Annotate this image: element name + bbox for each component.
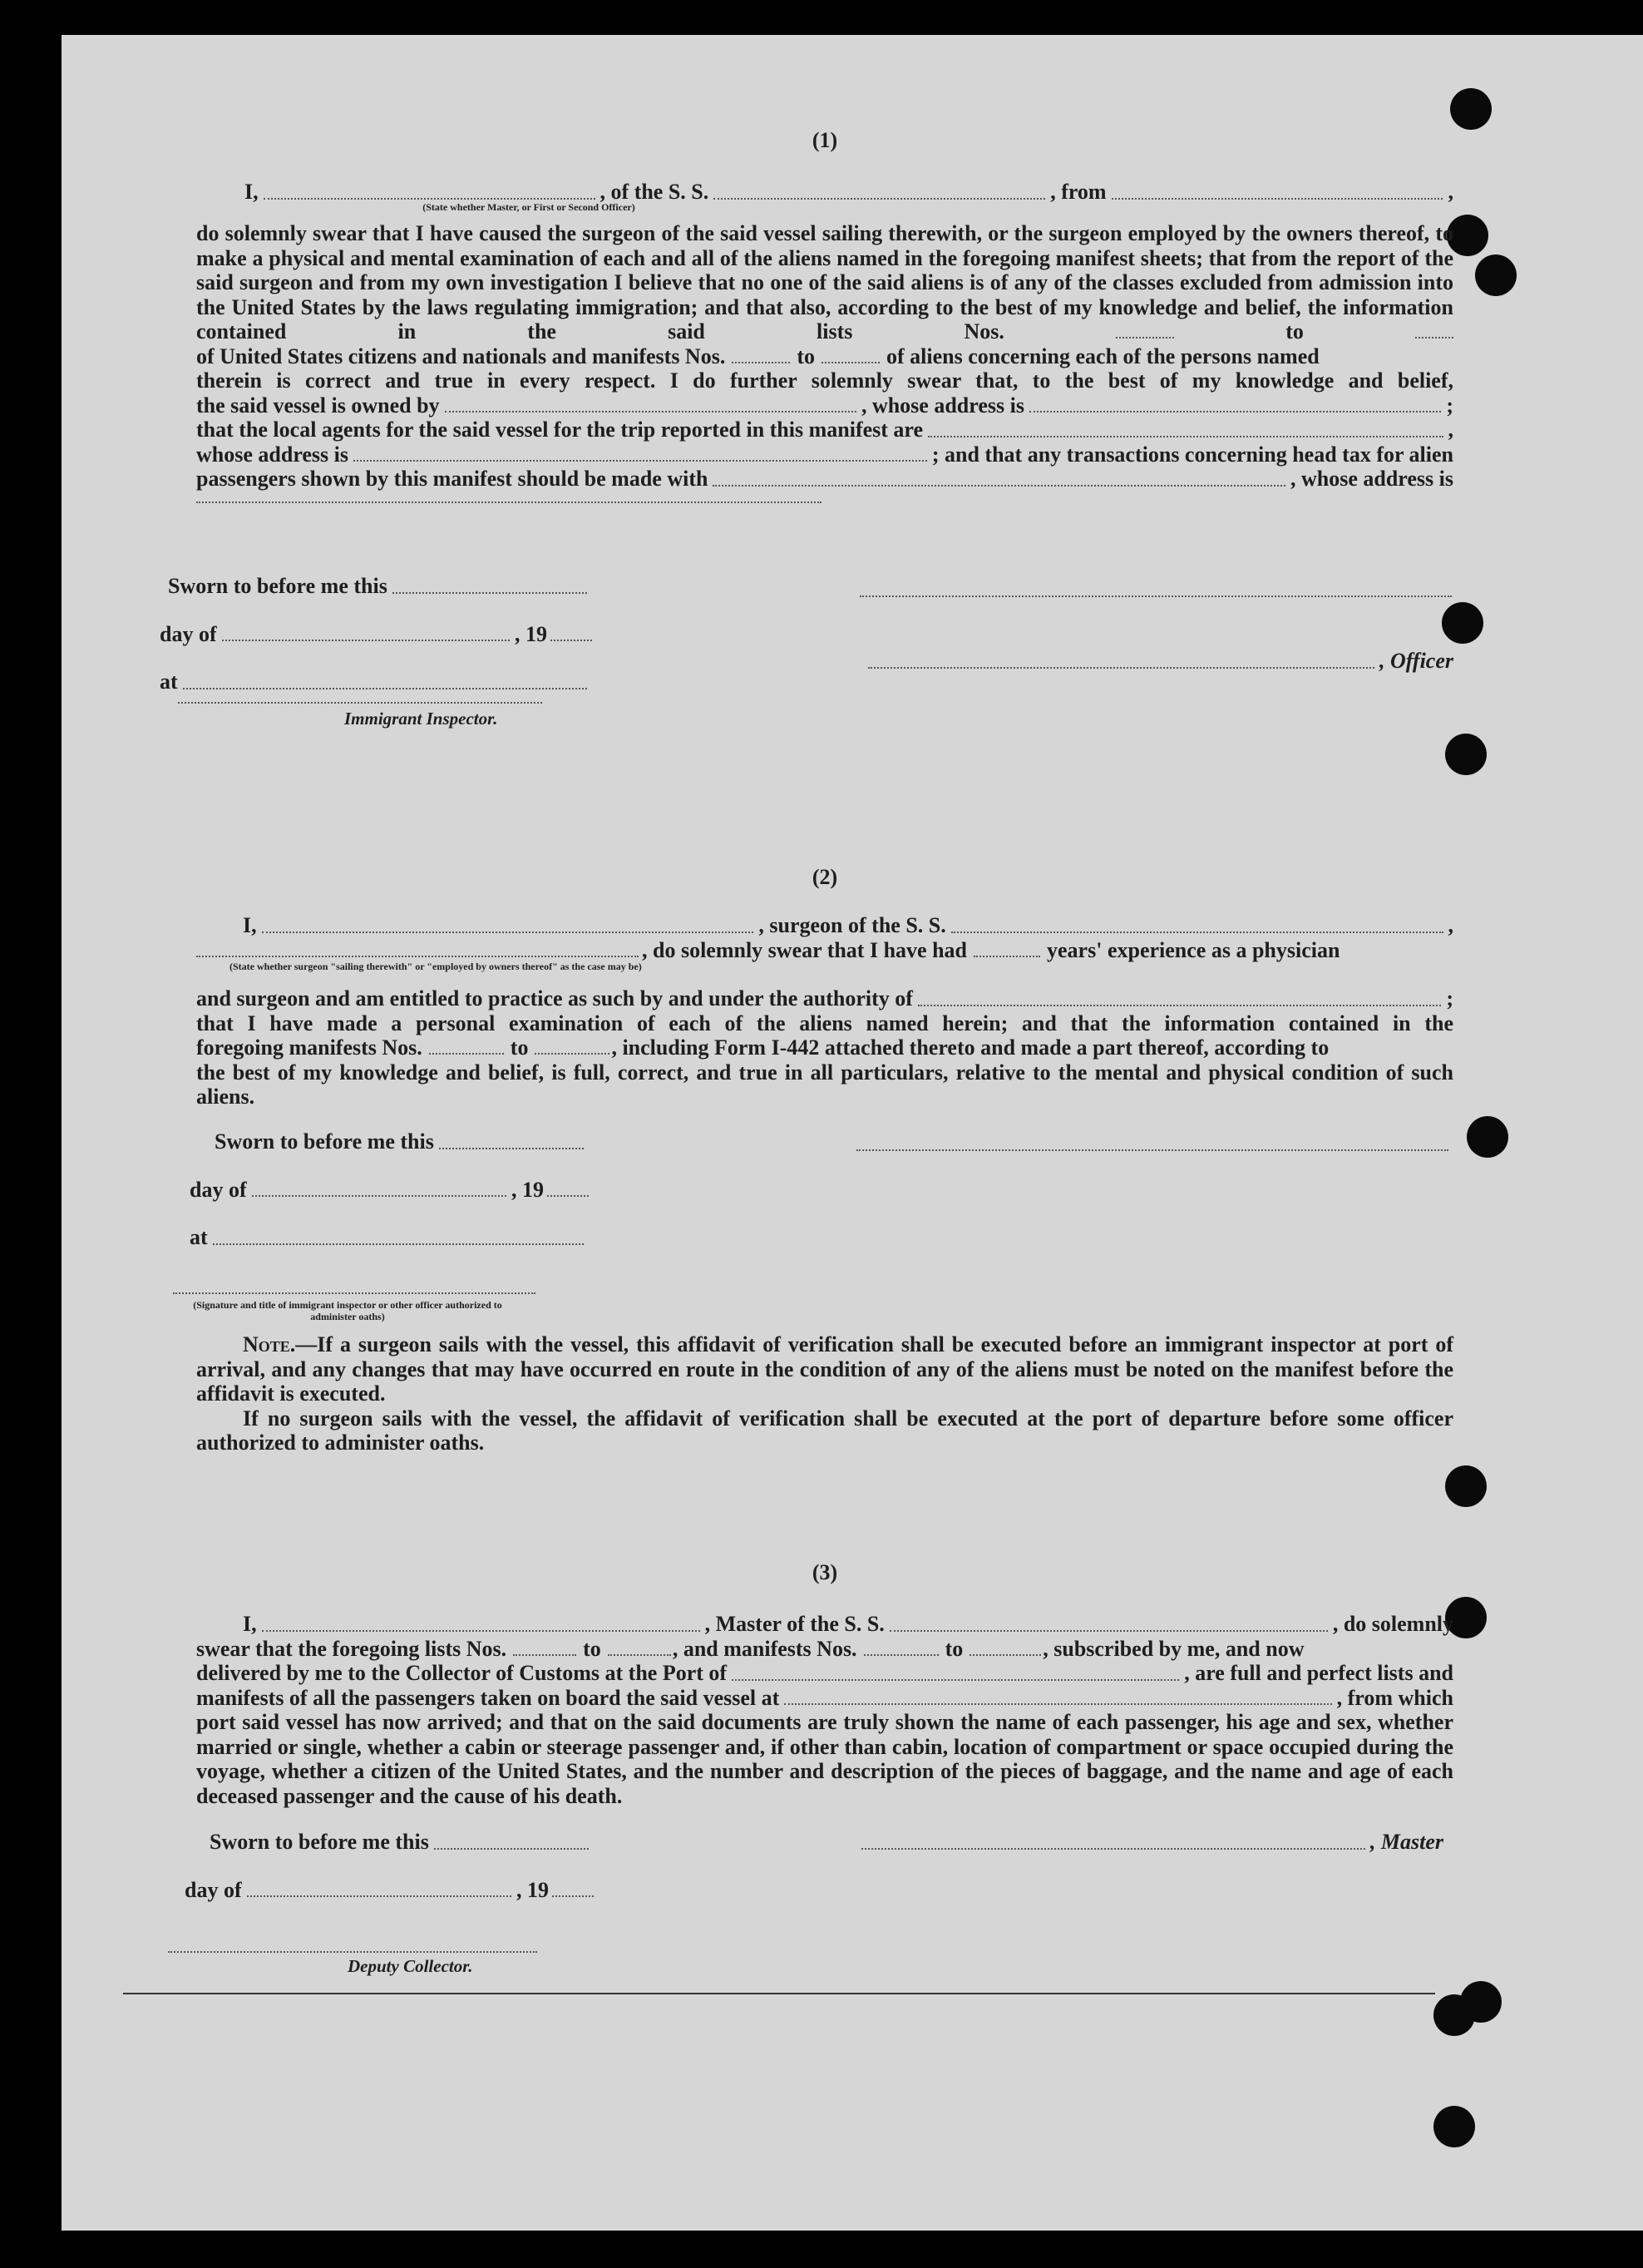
officer-caption-text: , Officer: [1379, 649, 1453, 673]
blank-manifest-from: [732, 362, 790, 363]
blank-vessel: [713, 198, 1045, 200]
master-caption: , Master: [1369, 1830, 1443, 1854]
section-1-aliens-text: of aliens concerning each of the persons named: [886, 343, 1320, 368]
master-signature: [856, 1830, 1443, 1855]
label-owned-by: the said vessel is owned by: [196, 393, 440, 418]
blank-year: [550, 640, 592, 641]
word-i: I,: [243, 913, 257, 937]
blank-transactions-address: [196, 492, 822, 503]
blank-manifests-from: [429, 1053, 504, 1055]
section-1-correct-text: therein is correct and true in every respect. I do further solemnly swear that, to the best of my knowledge and belief,: [196, 368, 1453, 393]
label-transactions-with: passengers shown by this manifest should be made with: [196, 467, 708, 491]
word-i: I,: [243, 1612, 257, 1636]
section-1-body: do solemnly swear that I have caused the surgeon of the said vessel sailing therewith, or the surgeon employed by the owners thereof, to make a physical and mental examination of each and all of the aliens named in the foregoing manifest sheets; that from the report of the said surgeon and from my own investigation I believe that no one of the said aliens is of any of the classes excluded from admission into the United States by the laws regulating immigration; and that also, according to the best of my knowledge and belief, the information contained in the said lists Nos. to of United States citizens and nationals and manifests Nos. to of aliens concerning each of the persons named therein is correct and true in every respect. I do further solemnly swear that, to the best of my knowledge and belief, the said vessel is owned by , whose address is ; that the local agents for the said vessel for the trip reported in this manifest are , whose address is ; and that any transactions concerning head tax for alien passengers shown by this manifest should be made with , whose address is: [196, 221, 1453, 503]
blank-port: [732, 1679, 1179, 1681]
word-to: to: [945, 1636, 964, 1661]
blank-surgeon-status: [196, 956, 639, 957]
blank-authority: [918, 1005, 1441, 1006]
blank-lists-to: [608, 1654, 671, 1656]
section-2-note: [196, 1332, 1453, 1455]
section-2-closing-text: the best of my knowledge and belief, is full, correct, and true in all particulars, relative to the mental and physical condition of such aliens.: [196, 1060, 1453, 1109]
deputy-collector-caption: Deputy Collector.: [348, 1956, 473, 1976]
punch-hole: [1475, 254, 1517, 296]
blank-lists-to: [1415, 337, 1453, 338]
label-year: , 19: [516, 1877, 549, 1902]
word-i: I,: [244, 180, 259, 204]
blank-sworn-date: [439, 1148, 584, 1149]
blank-manifests-from: [864, 1654, 939, 1656]
section-1-paragraph: do solemnly swear that I have caused the surgeon of the said vessel sailing therewith, or the surgeon employed by the owners thereof, to make a physical and mental examination of each and all of the aliens named in the foregoing manifest sheets; that from the report of the said surgeon and from my own investigation I believe that no one of the said aliens is of any of the classes excluded from admission into the United States by the laws regulating immigration; and that also, according to the best of my knowledge and belief, the information contained in the said lists Nos.: [196, 221, 1453, 343]
blank-officer: [264, 198, 595, 200]
blank-years: [974, 956, 1040, 957]
blank-month: [252, 1195, 506, 1197]
blank-sworn-date: [434, 1848, 589, 1850]
section-1-first-line: I, , of the S. S. , from , (State whether Master, or First or Second Officer): [244, 180, 1453, 213]
inspector-signature-line: [178, 702, 542, 704]
label-from-which: , from which: [1336, 1685, 1453, 1710]
blank-manifests-to: [535, 1053, 609, 1055]
blank-manifests-to: [970, 1654, 1041, 1656]
section-3-closing-text: port said vessel has now arrived; and that on the said documents are truly shown the name of each passenger, his age and sex, whether married or single, whether a cabin or steerage passenger and, if other than cabin, location of compartment or space occupied during the voyage, whether a citizen of the United States, and the number and description of the pieces of baggage, and the name and age of each deceased passenger and the cause of his death.: [196, 1710, 1453, 1808]
label-year: , 19: [511, 1177, 544, 1202]
label-sworn: Sworn to before me this: [168, 574, 387, 598]
section-1-number: (1): [812, 128, 838, 152]
officer-signature: [863, 649, 1453, 674]
label-authority: and surgeon and am entitled to practice as such by and under the authority of: [196, 986, 913, 1010]
note-text: —If a surgeon sails with the vessel, this affidavit of verification shall be executed before an immigrant inspector at port of arrival, and any changes that may have occurred en route in the condition of any of the aliens must be noted on the manifest before the affidavit is executed.: [196, 1332, 1453, 1406]
signature-line: [856, 1149, 1448, 1151]
label-transactions-address: , whose address is: [1290, 467, 1453, 491]
signature-line: [860, 595, 1452, 597]
note-second-paragraph: If no surgeon sails with the vessel, the affidavit of verification shall be executed at the port of departure before some officer authorized to administer oaths.: [196, 1406, 1453, 1455]
label-manifests: foregoing manifests Nos.: [196, 1035, 422, 1060]
document-sheet: [62, 35, 1643, 2231]
section-2-body: and surgeon and am entitled to practice as such by and under the authority of ; that I have made a personal examination of each of the aliens named herein; and that the information contained in the foregoing manifests Nos. to , including Form I-442 attached thereto and made a part thereof, according to the best of my knowledge and belief, is full, correct, and true in all particulars, relative to the mental and physical condition of such aliens.: [196, 986, 1453, 1109]
label-surgeon-of: , surgeon of the S. S.: [758, 913, 946, 937]
blank-departure-port: [784, 1703, 1331, 1705]
blank-year: [547, 1195, 589, 1197]
label-year: , 19: [515, 621, 547, 646]
section-1-jurat: [160, 574, 592, 694]
collector-signature-line: [168, 1951, 537, 1953]
blank-manifest-to: [822, 362, 880, 363]
oath-officer-caption: (Signature and title of immigrant inspector or other officer authorized to administer oaths): [193, 1299, 502, 1322]
blank-place: [213, 1243, 584, 1245]
blank-year: [552, 1895, 594, 1897]
label-form: , including Form I-442 attached thereto and made a part thereof, according to: [611, 1035, 1330, 1060]
label-at: at: [160, 670, 178, 694]
word-to: to: [797, 343, 815, 368]
label-master-of: , Master of the S. S.: [704, 1612, 885, 1636]
label-solemnly: , do solemnly swear that I have had: [642, 937, 968, 962]
label-experience: years' experience as a physician: [1047, 937, 1340, 962]
label-at: at: [190, 1225, 208, 1249]
blank-owner: [445, 411, 856, 413]
blank-surgeon-vessel: [951, 931, 1443, 933]
label-of-ss: , of the S. S.: [599, 180, 709, 204]
note-label: Note.: [243, 1332, 296, 1356]
section-3-number: (3): [812, 1560, 838, 1584]
punch-hole: [1445, 734, 1487, 775]
section-2-first-line: I, , surgeon of the S. S. , , do solemnly swear that I have had years' experience as a physician (State whether surgeon "sailing therewith" or "employed by owners thereof" as the case may be): [196, 913, 1453, 972]
blank-agent-address: [353, 460, 927, 462]
officer-caption: (State whether Master, or First or Second Officer): [422, 200, 635, 213]
label-manifests: , and manifests Nos.: [672, 1636, 857, 1661]
punch-hole: [1460, 1981, 1502, 2023]
surgeon-caption: (State whether surgeon "sailing therewith" or "employed by owners thereof" as the case may be): [229, 961, 642, 972]
master-signature-line: [861, 1848, 1365, 1850]
word-to: to: [1285, 319, 1304, 343]
blank-transactions-with: [713, 485, 1285, 487]
label-head-tax: ; and that any transactions concerning head tax for alien: [931, 442, 1453, 467]
label-agent-address: whose address is: [196, 442, 349, 467]
blank-place: [183, 688, 587, 689]
blank-surgeon-name: [262, 931, 754, 933]
section-2-examination-text: that I have made a personal examination of each of the aliens named herein; and that the information contained in the: [196, 1010, 1453, 1035]
word-to: to: [510, 1035, 529, 1060]
label-sworn: Sworn to before me this: [215, 1129, 434, 1154]
label-sworn: Sworn to before me this: [210, 1830, 429, 1854]
blank-lists-from: [1116, 337, 1174, 338]
bottom-rule: [123, 1993, 1435, 1994]
blank-lists-from: [513, 1654, 576, 1656]
label-taken-on-board: manifests of all the passengers taken on board the said vessel at: [196, 1685, 780, 1710]
label-day-of: day of: [160, 621, 217, 646]
label-day-of: day of: [185, 1877, 242, 1902]
section-3-body: [196, 1612, 1453, 1808]
blank-from: [1112, 198, 1443, 200]
punch-hole: [1450, 88, 1492, 130]
punch-hole: [1445, 1465, 1487, 1507]
immigrant-inspector-caption: Immigrant Inspector.: [344, 709, 498, 729]
section-3-jurat: [145, 1830, 594, 1902]
label-from: , from: [1050, 180, 1107, 204]
word-to: to: [583, 1636, 601, 1661]
label-subscribed: , subscribed by me, and now: [1043, 1636, 1305, 1661]
punch-hole: [1467, 1116, 1508, 1158]
blank-local-agents: [928, 436, 1443, 437]
label-owner-address: , whose address is: [861, 393, 1024, 418]
label-lists: swear that the foregoing lists Nos.: [196, 1636, 507, 1661]
label-day-of: day of: [190, 1177, 247, 1202]
section-1-citizens-text: of United States citizens and nationals and manifests Nos.: [196, 343, 726, 368]
label-collector-port: delivered by me to the Collector of Customs at the Port of: [196, 1661, 728, 1685]
section-2-number: (2): [812, 865, 838, 889]
label-local-agents: that the local agents for the said vessel for the trip reported in this manifest are: [196, 418, 924, 442]
officer-signature-line: [868, 667, 1374, 669]
blank-master-vessel: [890, 1630, 1328, 1632]
label-do-solemnly: , do solemnly: [1332, 1612, 1454, 1636]
blank-sworn-date: [392, 592, 587, 594]
blank-master-name: [262, 1630, 700, 1632]
blank-owner-address: [1029, 411, 1441, 413]
blank-month: [222, 640, 510, 641]
section-2-jurat: [156, 1129, 589, 1250]
oath-officer-signature-line: [173, 1292, 535, 1294]
punch-hole: [1442, 602, 1483, 644]
blank-month: [247, 1895, 511, 1897]
label-full-lists: , are full and perfect lists and: [1184, 1661, 1453, 1685]
punch-hole: [1433, 2106, 1475, 2147]
